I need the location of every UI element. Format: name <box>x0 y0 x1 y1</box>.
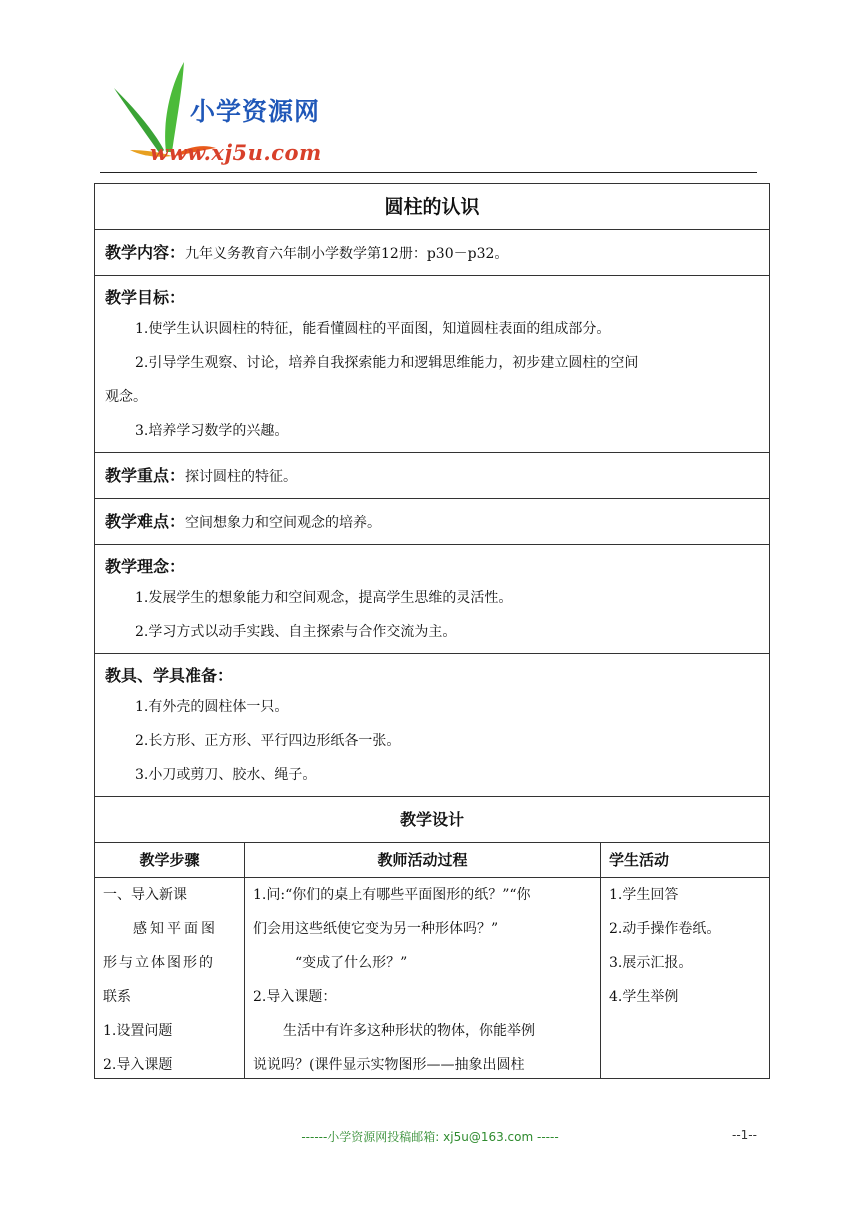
design-grid <box>95 843 769 1078</box>
teacher-header: 教师活动过程 <box>245 843 600 878</box>
philosophy-item: 1.发展学生的想象能力和空间观念，提高学生思维的灵活性。 <box>135 590 513 606</box>
step-line: 一、导入新课 <box>103 887 187 903</box>
tools-item: 1.有外壳的圆柱体一只。 <box>135 699 289 715</box>
philosophy-item: 2.学习方式以动手实践、自主探索与合作交流为主。 <box>135 624 457 640</box>
header-rule <box>100 172 757 173</box>
student-line: 1.学生回答 <box>609 887 679 903</box>
teacher-line: 说说吗？(课件显示实物图形——抽象出圆柱 <box>253 1057 525 1073</box>
step-line: 形与立体图形的 <box>103 955 215 971</box>
student-column <box>601 843 769 1078</box>
teacher-line: 2.导入课题： <box>253 989 337 1005</box>
student-header: 学生活动 <box>601 843 769 878</box>
student-line: 2.动手操作卷纸。 <box>609 921 721 937</box>
key-point-label: 教学重点： <box>105 466 186 485</box>
teacher-line: “变成了什么形？” <box>295 955 408 971</box>
logo-url: www.xj5u.com <box>150 140 322 165</box>
step-line: 联系 <box>103 989 131 1005</box>
teacher-line: 们会用这些纸使它变为另一种形体吗？” <box>253 921 499 937</box>
page-number: --1-- <box>732 1128 757 1142</box>
philosophy-label: 教学理念： <box>105 557 186 576</box>
content-row <box>95 230 769 276</box>
logo-text: 小学资源网 <box>190 97 321 126</box>
difficulty-value: 空间想象力和空间观念的培养。 <box>185 515 382 531</box>
step-line: 2.导入课题 <box>103 1057 173 1073</box>
footer-email: ------小学资源网投稿邮箱: xj5u@163.com ----- <box>301 1130 559 1144</box>
step-line: 感知平面图 <box>133 921 218 937</box>
student-line: 3.展示汇报。 <box>609 955 693 971</box>
tools-item: 2.长方形、正方形、平行四边形纸各一张。 <box>135 733 401 749</box>
difficulty-row <box>95 499 769 545</box>
content-value: 九年义务教育六年制小学数学第12册：p30－p32。 <box>185 246 509 262</box>
design-title: 教学设计 <box>95 797 769 843</box>
student-line: 4.学生举例 <box>609 989 679 1005</box>
difficulty-label: 教学难点： <box>105 512 186 531</box>
teacher-line: 生活中有许多这种形状的物体，你能举例 <box>283 1023 535 1039</box>
step-line: 1.设置问题 <box>103 1023 173 1039</box>
goals-label: 教学目标： <box>105 288 186 307</box>
steps-header: 教学步骤 <box>95 843 244 878</box>
key-point-value: 探讨圆柱的特征。 <box>185 469 298 485</box>
page-title: 圆柱的认识 <box>95 184 769 230</box>
key-point-row <box>95 453 769 499</box>
tools-item: 3.小刀或剪刀、胶水、绳子。 <box>135 767 317 783</box>
goal-item: 2.引导学生观察、讨论，培养自我探索能力和逻辑思维能力，初步建立圆柱的空间 <box>135 355 639 371</box>
philosophy-row <box>95 545 769 654</box>
teacher-column <box>245 843 601 1078</box>
steps-column <box>95 843 245 1078</box>
tools-label: 教具、学具准备： <box>105 666 234 685</box>
goal-item: 观念。 <box>105 389 147 405</box>
tools-row <box>95 654 769 797</box>
goal-item: 3.培养学习数学的兴趣。 <box>135 423 289 439</box>
content-label: 教学内容： <box>105 243 186 262</box>
goal-item: 1.使学生认识圆柱的特征，能看懂圆柱的平面图，知道圆柱表面的组成部分。 <box>135 321 611 337</box>
goals-row <box>95 276 769 453</box>
teacher-line: 1.问:“你们的桌上有哪些平面图形的纸？”“你 <box>253 887 531 903</box>
lesson-plan-table <box>94 183 770 1079</box>
